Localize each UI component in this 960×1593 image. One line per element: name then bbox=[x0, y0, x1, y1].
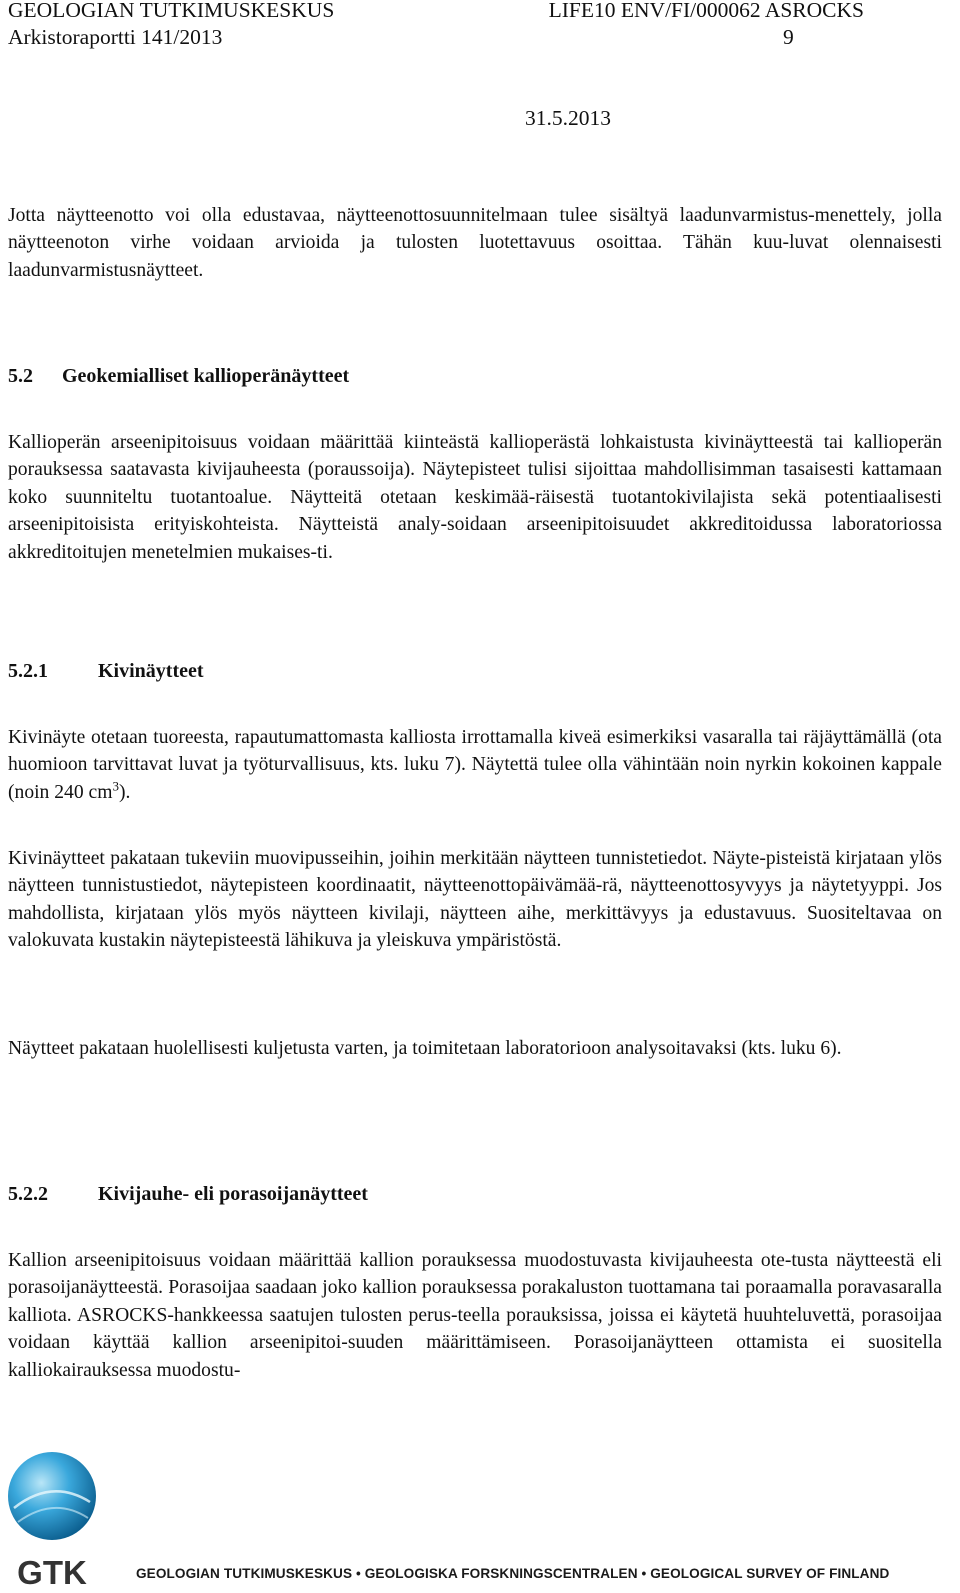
gtk-logo bbox=[4, 1438, 100, 1588]
section-5-2-1-paragraph-3: Näytteet pakataan huolellisesti kuljetusta varten, ja toimitetaan laboratorioon analysoitavaksi (kts. luku 6). bbox=[8, 1038, 842, 1059]
intro-paragraph: Jotta näytteenotto voi olla edustavaa, näytteenottosuunnitelmaan tulee sisältyä laadunvarmistus-menettely, jolla näytteenoton virhe voidaan arvioida ja tulosten luotettavuus osoittaa. Tähän kuu-luvat olennaisesti laadunvarmistusnäytteet. bbox=[8, 205, 942, 281]
section-number: 5.2.2 bbox=[8, 1183, 48, 1205]
section-heading-5-2 bbox=[8, 362, 349, 390]
superscript: 3 bbox=[112, 778, 119, 794]
section-number: 5.2 bbox=[8, 365, 33, 387]
header-page-number: 9 bbox=[783, 25, 794, 49]
header-project: LIFE10 ENV/FI/000062 ASROCKS bbox=[548, 0, 864, 22]
gtk-globe-icon bbox=[4, 1438, 100, 1588]
section-5-2-2-paragraph: Kallion arseenipitoisuus voidaan määrittää kallion porauksessa muodostuvasta kivijauheesta ote-tusta näytteestä eli porasoijanäytteestä. Porasoijaa saadaan joko kallion porauksessa porakaluston tuottamana tai poraamalla poravasaralla kalliota. ASROCKS-hankkeessa saatujen tulosten perus-teella porauksissa, joissa ei käytetä huuhteluvettä, porasoijaa voidaan käyttää kallion arseenipitoi-suuden määrittämiseen. Porasoijanäytteen ottamista ei suositella kalliokairauksessa muodostu- bbox=[8, 1250, 942, 1381]
section-5-2-1-paragraph-2: Kivinäytteet pakataan tukeviin muovipusseihin, joihin merkitään näytteen tunnistetiedot. Näyte-pisteistä kirjataan ylös näytteen tunnistustiedot, näytepisteen koordinaatit, näytteenottopäivämää-rä, näytteenottosyvyys ja näytetyyppi. Jos mahdollista, kirjataan ylös myös näytteen kivilaji, näytteen aihe, merkittävyys ja edustavuus. Suositeltavaa on valokuvata kustakin näytepisteestä lähikuva ja yleiskuva ympäristöstä. bbox=[8, 848, 942, 952]
section-5-2-1-paragraph-1 bbox=[8, 724, 942, 806]
section-title: Kivinäytteet bbox=[98, 660, 204, 682]
footer-tagline: GEOLOGIAN TUTKIMUSKESKUS • GEOLOGISKA FORSKNINGSCENTRALEN • GEOLOGICAL SURVEY OF FINLAND bbox=[136, 1566, 890, 1581]
gtk-logo-text: GTK bbox=[17, 1554, 87, 1588]
section-title: Kivijauhe- eli porasoijanäytteet bbox=[98, 1183, 368, 1205]
section-heading-5-2-2 bbox=[8, 1180, 368, 1208]
section-heading-5-2-1 bbox=[8, 657, 204, 685]
paragraph-text: Kivinäyte otetaan tuoreesta, rapautumattomasta kalliosta irrottamalla kiveä esimerkiksi vasaralla tai räjäyttämällä (ota huomioon tarvittavat luvat ja työturvallisuus, kts. luku 7). Näytettä tulee olla vähintään noin nyrkin kokoinen kappale (noin 240 cm bbox=[8, 727, 942, 803]
section-title: Geokemialliset kallioperänäytteet bbox=[62, 365, 350, 387]
section-5-2-paragraph: Kallioperän arseenipitoisuus voidaan määrittää kiinteästä kallioperästä lohkaistusta kivinäytteestä tai kallioperän porauksessa saatavasta kivijauheesta (poraussoija). Näytepisteet tulisi sijoittaa mahdollisimman tasaisesti kattamaan koko suunniteltu tuotantoalue. Näytteitä otetaan keskimää-räisestä tuotantokivilajista sekä potentiaalisesti arseenipitoisista erityiskohteista. Näytteistä analy-soidaan arseenipitoisuudet akkreditoidussa laboratoriossa akkreditoitujen menetelmien mukaises-ti. bbox=[8, 432, 942, 563]
section-number: 5.2.1 bbox=[8, 660, 48, 682]
header-date: 31.5.2013 bbox=[525, 106, 611, 130]
paragraph-text-end: ). bbox=[118, 781, 131, 803]
header-report-number: Arkistoraportti 141/2013 bbox=[8, 25, 223, 49]
header-org: GEOLOGIAN TUTKIMUSKESKUS bbox=[8, 0, 335, 22]
